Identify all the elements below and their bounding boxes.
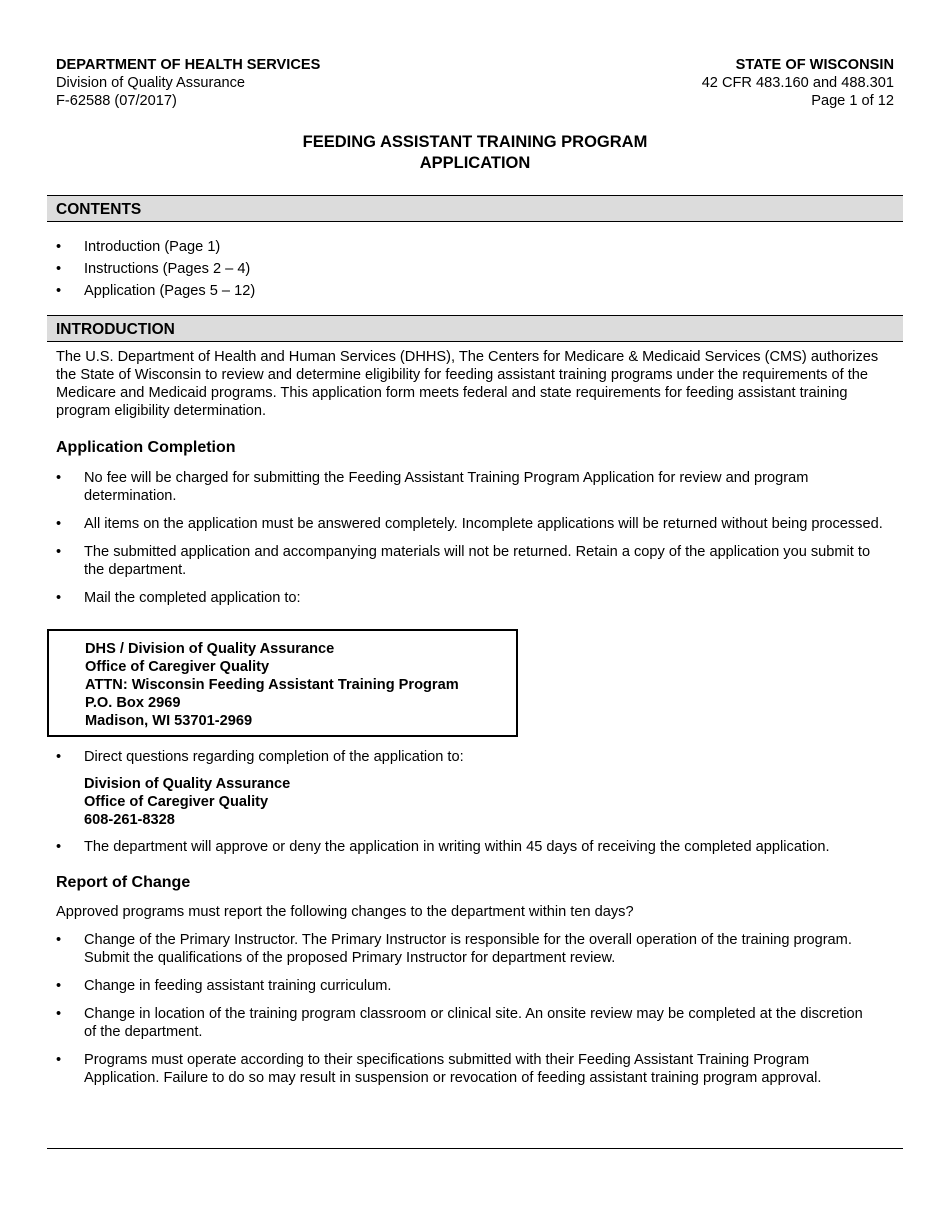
report-of-change-intro: Approved programs must report the following changes to the department within ten days? — [56, 904, 634, 920]
list-item: • All items on the application must be answered completely. Incomplete applications will be returned without being processed. — [56, 515, 886, 533]
introduction-text: The U.S. Department of Health and Human Services (DHHS), The Centers for Medicare & Medicaid Services (CMS) authorizes the State of Wisconsin to review and determine eligibility for feeding assistant training programs under the requirements of the Medicare and Medicaid programs. This application form meets federal and state requirements for feeding assistant training program eligibility determination. — [56, 349, 879, 419]
header-right — [702, 56, 894, 110]
address-line: DHS / Division of Quality Assurance — [85, 641, 335, 657]
department-name: DEPARTMENT OF HEALTH SERVICES — [56, 57, 321, 73]
address-line: Office of Caregiver Quality — [85, 659, 270, 675]
address-line: Madison, WI 53701-2969 — [85, 713, 253, 729]
contents-list — [56, 238, 896, 300]
contents-item: • Application (Pages 5 – 12) — [56, 282, 896, 300]
report-of-change-list — [56, 931, 876, 1087]
list-item: • Change in location of the training program classroom or clinical site. An onsite review may be completed at the discretion of the department. — [56, 1005, 876, 1041]
list-item: • The department will approve or deny the application in writing within 45 days of receiving the completed application. — [56, 838, 896, 856]
contents-item: • Instructions (Pages 2 – 4) — [56, 260, 896, 278]
report-of-change-heading: Report of Change — [56, 874, 191, 891]
list-item: • Programs must operate according to their specifications submitted with their Feeding Assistant Training Program Application. Failure to do so may result in suspension or revocation of feeding assistant training program approval. — [56, 1051, 876, 1087]
approval-list — [56, 838, 896, 856]
list-item: • Mail the completed application to: — [56, 589, 886, 607]
contents-heading: CONTENTS — [47, 195, 903, 222]
list-item: • Change in feeding assistant training curriculum. — [56, 977, 876, 995]
questions-contact — [84, 775, 290, 829]
list-item: • Direct questions regarding completion of the application to: — [56, 748, 896, 766]
document-title — [0, 132, 950, 174]
list-item: • The submitted application and accompanying materials will not be returned. Retain a copy of the application you submit to the department. — [56, 543, 886, 579]
contact-line: Office of Caregiver Quality — [84, 794, 269, 810]
state-name: STATE OF WISCONSIN — [735, 57, 894, 73]
introduction-heading: INTRODUCTION — [47, 315, 903, 342]
contact-phone: 608-261-8328 — [84, 812, 175, 828]
address-line: ATTN: Wisconsin Feeding Assistant Training Program — [85, 677, 459, 693]
header-left — [56, 56, 320, 110]
footer-divider — [47, 1148, 903, 1149]
division-name: Division of Quality Assurance — [56, 75, 245, 91]
contents-item: • Introduction (Page 1) — [56, 238, 896, 256]
cfr-reference: 42 CFR 483.160 and 488.301 — [701, 75, 894, 91]
address-line: P.O. Box 2969 — [85, 695, 181, 711]
title-line-1: FEEDING ASSISTANT TRAINING PROGRAM — [302, 133, 648, 151]
page-number: Page 1 of 12 — [811, 93, 894, 109]
application-completion-heading: Application Completion — [56, 439, 236, 456]
questions-list — [56, 748, 896, 766]
mailing-address-box — [47, 629, 518, 737]
form-number: F-62588 (07/2017) — [56, 93, 177, 109]
application-completion-list — [56, 469, 886, 607]
title-line-2: APPLICATION — [419, 154, 531, 172]
list-item: • No fee will be charged for submitting the Feeding Assistant Training Program Application for review and program determination. — [56, 469, 886, 505]
list-item: • Change of the Primary Instructor. The Primary Instructor is responsible for the overall operation of the training program. Submit the qualifications of the proposed Primary Instructor for department review. — [56, 931, 876, 967]
contact-line: Division of Quality Assurance — [84, 776, 291, 792]
